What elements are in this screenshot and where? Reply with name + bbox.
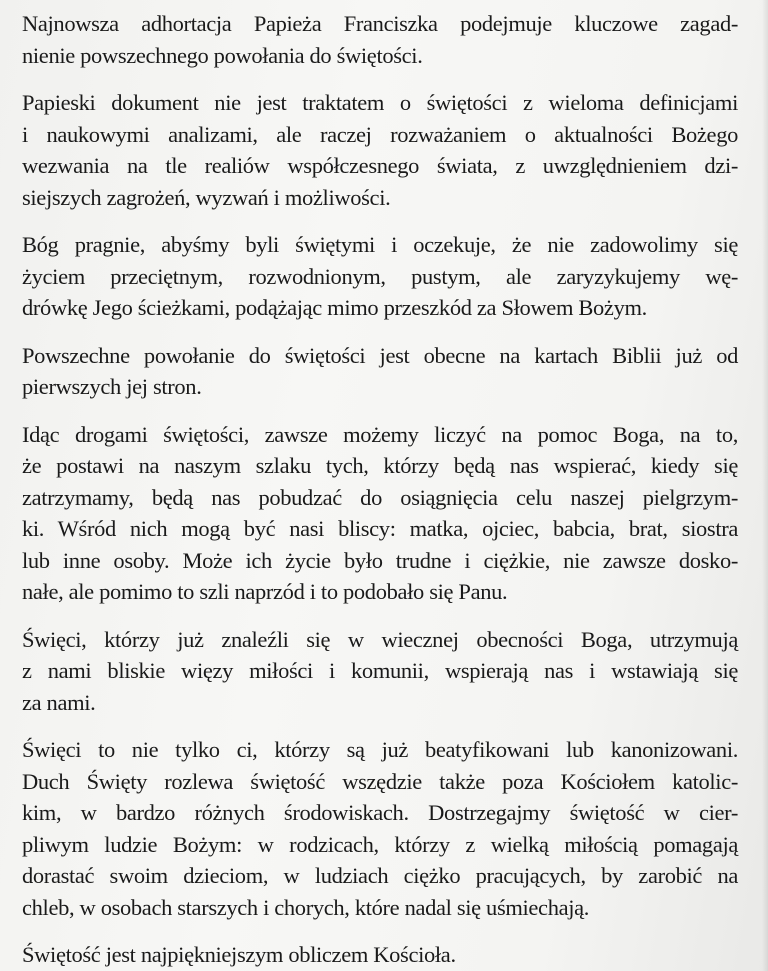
page-edge-shadow: [762, 0, 768, 971]
text-line: Świętość jest najpiękniejszym obliczem Kościoła.: [22, 942, 456, 967]
text-line: Bóg pragnie, abyśmy byli świętymi i oczekuje, że nie zadowolimy się: [22, 232, 738, 257]
text-line: chleb, w osobach starszych i chorych, które nadal się uśmiechają.: [22, 894, 590, 920]
text-line: życiem przeciętnym, rozwodnionym, pustym, ale zaryzykujemy wę-: [22, 263, 738, 289]
text-line: Powszechne powołanie do świętości jest obecne na kartach Biblii już od: [22, 342, 738, 368]
paragraph: [22, 340, 768, 403]
text-line: Najnowsza adhortacja Papieża Franciszka podejmuje kluczowe zagad-: [22, 11, 738, 36]
paragraph: [22, 624, 768, 719]
paragraph: [22, 229, 768, 324]
text-line: dorastać swoim dzieciom, w ludziach ciężko pracujących, by zarobić na: [22, 863, 738, 888]
text-line: wezwania na tle realiów współczesnego świata, z uwzględnieniem dzi-: [22, 153, 738, 178]
text-line: z nami bliskie więzy miłości i komunii, wspierają nas i wstawiają się: [22, 658, 738, 683]
text-line: ki. Wśród nich mogą być nasi bliscy: matka, ojciec, babcia, brat, siostra: [22, 516, 738, 541]
paragraph: [22, 734, 768, 923]
text-line: drówkę Jego ścieżkami, podążając mimo przeszkód za Słowem Bożym.: [22, 295, 647, 320]
text-line: nałe, ale pomimo to szli naprzód i to podobało się Panu.: [22, 579, 508, 604]
text-line: Idąc drogami świętości, zawsze możemy liczyć na pomoc Boga, na to,: [22, 421, 738, 447]
text-line: Duch Święty rozlewa świętość wszędzie także poza Kościołem katolic-: [22, 768, 738, 794]
text-line: że postawi na naszym szlaku tych, którzy będą nas wspierać, kiedy się: [22, 453, 738, 478]
text-line: pierwszych jej stron.: [22, 374, 202, 399]
text-line: Święci, którzy już znaleźli się w wiecznej obecności Boga, utrzymują: [22, 626, 738, 652]
text-line: lub inne osoby. Może ich życie było trudne i ciężkie, nie zawsze dosko-: [22, 547, 738, 573]
paragraph: [22, 8, 768, 71]
text-line: Święci to nie tylko ci, którzy są już beatyfikowani lub kanonizowani.: [22, 737, 738, 762]
paragraph: [22, 419, 768, 608]
text-line: pliwym ludzie Bożym: w rodzicach, którzy z wielką miłością pomagają: [22, 831, 738, 857]
text-line: Papieski dokument nie jest traktatem o świętości z wieloma definicjami: [22, 90, 738, 115]
text-line: za nami.: [22, 689, 96, 715]
text-line: i naukowymi analizami, ale raczej rozważaniem o aktualności Bożego: [22, 121, 738, 147]
text-line: kim, w bardzo różnych środowiskach. Dostrzegajmy świętość w cier-: [22, 800, 738, 825]
paragraph: [22, 939, 768, 971]
body-text: [22, 8, 768, 971]
paragraph: [22, 87, 768, 213]
text-line: zatrzymamy, będą nas pobudzać do osiągnięcia celu naszej pielgrzym-: [22, 484, 738, 510]
text-line: siejszych zagrożeń, wyzwań i możliwości.: [22, 184, 391, 210]
text-line: nienie powszechnego powołania do świętości.: [22, 42, 423, 68]
